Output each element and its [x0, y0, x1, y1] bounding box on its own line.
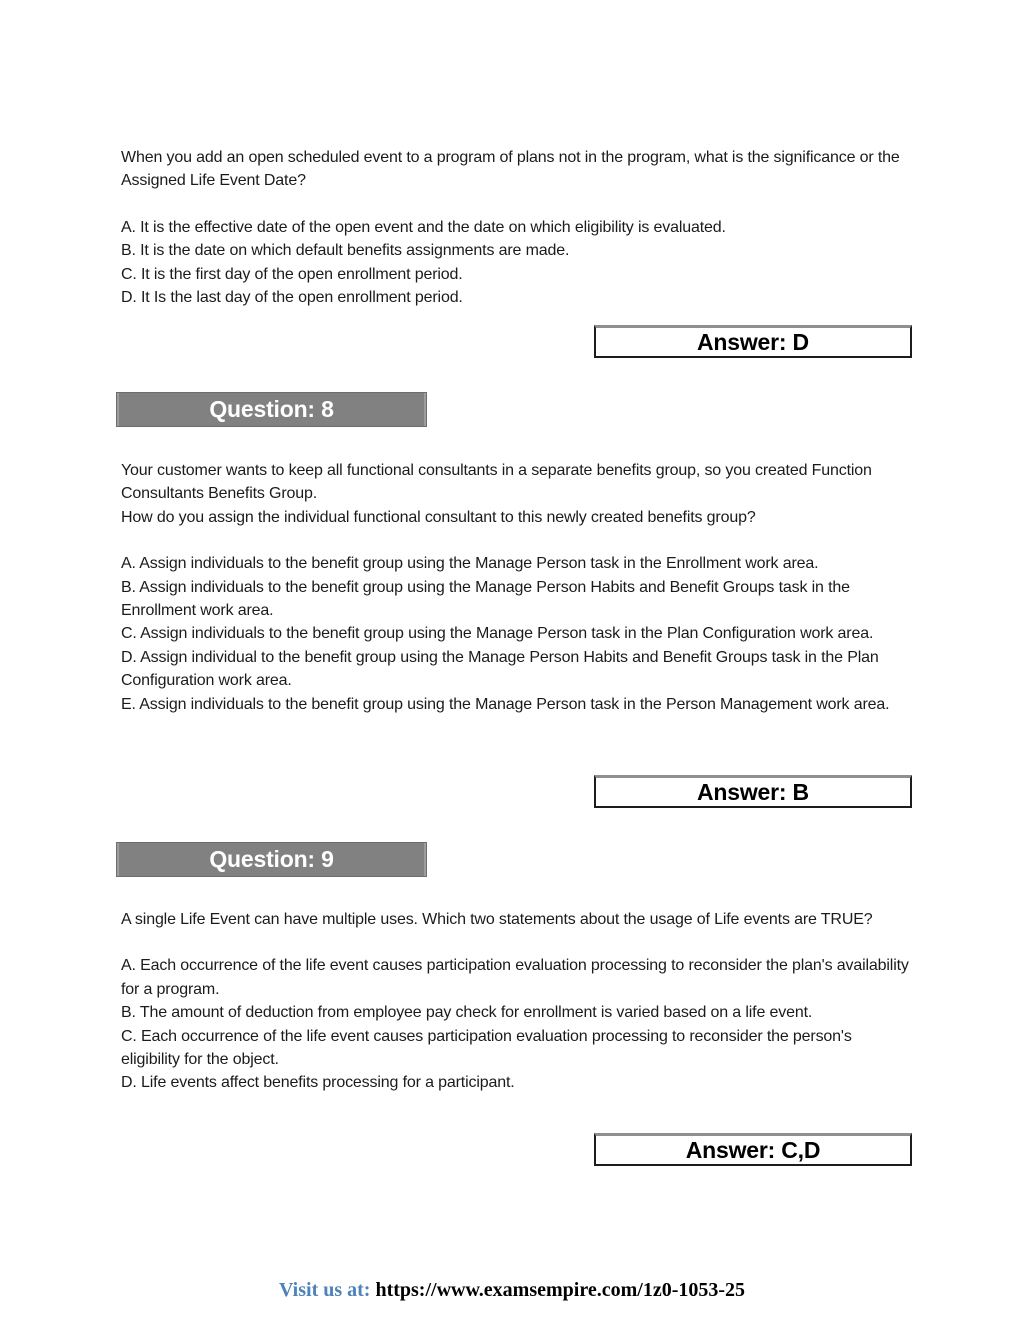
- answer-option-a: A. It is the effective date of the open event and the date on which eligibility is evaluated.: [121, 218, 726, 236]
- visit-us-label: Visit us at:: [278, 1279, 371, 1301]
- page-footer: [0, 1279, 1024, 1302]
- answer-option-e: E. Assign individuals to the benefit group using the Manage Person task in the Person Management work area.: [121, 695, 890, 713]
- question-banner-label: Question: 8: [209, 396, 334, 422]
- answer-label: Answer: C,D: [685, 1136, 821, 1163]
- answer-box-question-7: [594, 325, 912, 358]
- answer-option-d: D. Life events affect benefits processing for a participant.: [121, 1074, 515, 1092]
- question-paragraph: Your customer wants to keep all functional consultants in a separate benefits group, so you created Function Consultants Benefits Group.: [121, 462, 872, 503]
- question-paragraph: When you add an open scheduled event to a program of plans not in the program, what is the significance or the Assigned Life Event Date?: [121, 149, 900, 190]
- answer-option-c: C. It is the first day of the open enrollment period.: [121, 265, 463, 283]
- answer-option-b: B. Assign individuals to the benefit group using the Manage Person Habits and Benefit Groups task in the Enrollment work area.: [121, 578, 850, 620]
- answer-option-c: C. Each occurrence of the life event causes participation evaluation processing to reconsider the person's eligibility for the object.: [121, 1027, 852, 1069]
- question-9-banner: [116, 842, 427, 877]
- answer-box-question-9: [594, 1133, 912, 1166]
- answer-label: Answer: B: [697, 778, 809, 805]
- question-7-block: [121, 146, 913, 309]
- question-9-options: [121, 954, 913, 1094]
- answer-option-a: A. Each occurrence of the life event causes participation evaluation processing to reconsider the plan's availability for a program.: [121, 957, 909, 998]
- question-paragraph: How do you assign the individual functional consultant to this newly created benefits group?: [121, 508, 756, 526]
- question-9-text: [121, 908, 913, 931]
- question-8-options: [121, 552, 913, 716]
- question-8-block: [121, 459, 913, 716]
- question-8-text: [121, 459, 913, 529]
- answer-option-b: B. The amount of deduction from employee pay check for enrollment is varied based on a life event.: [121, 1004, 813, 1022]
- answer-option-b: B. It is the date on which default benefits assignments are made.: [121, 242, 570, 260]
- answer-option-a: A. Assign individuals to the benefit group using the Manage Person task in the Enrollment work area.: [121, 555, 819, 573]
- answer-option-c: C. Assign individuals to the benefit group using the Manage Person task in the Plan Configuration work area.: [121, 625, 874, 643]
- answer-option-d: D. Assign individual to the benefit group using the Manage Person Habits and Benefit Groups task in the Plan Configuration work area.: [121, 648, 879, 690]
- question-paragraph: A single Life Event can have multiple uses. Which two statements about the usage of Life events are TRUE?: [121, 911, 873, 928]
- answer-option-d: D. It Is the last day of the open enrollment period.: [121, 289, 463, 307]
- question-8-banner: [116, 392, 427, 427]
- question-7-options: [121, 216, 913, 310]
- answer-label: Answer: D: [697, 328, 809, 355]
- question-banner-label: Question: 9: [209, 846, 334, 872]
- site-url-link[interactable]: https://www.examsempire.com/1z0-1053-25: [375, 1279, 746, 1301]
- question-7-text: [121, 146, 913, 193]
- question-9-block: [121, 908, 913, 1095]
- answer-box-question-8: [594, 775, 912, 808]
